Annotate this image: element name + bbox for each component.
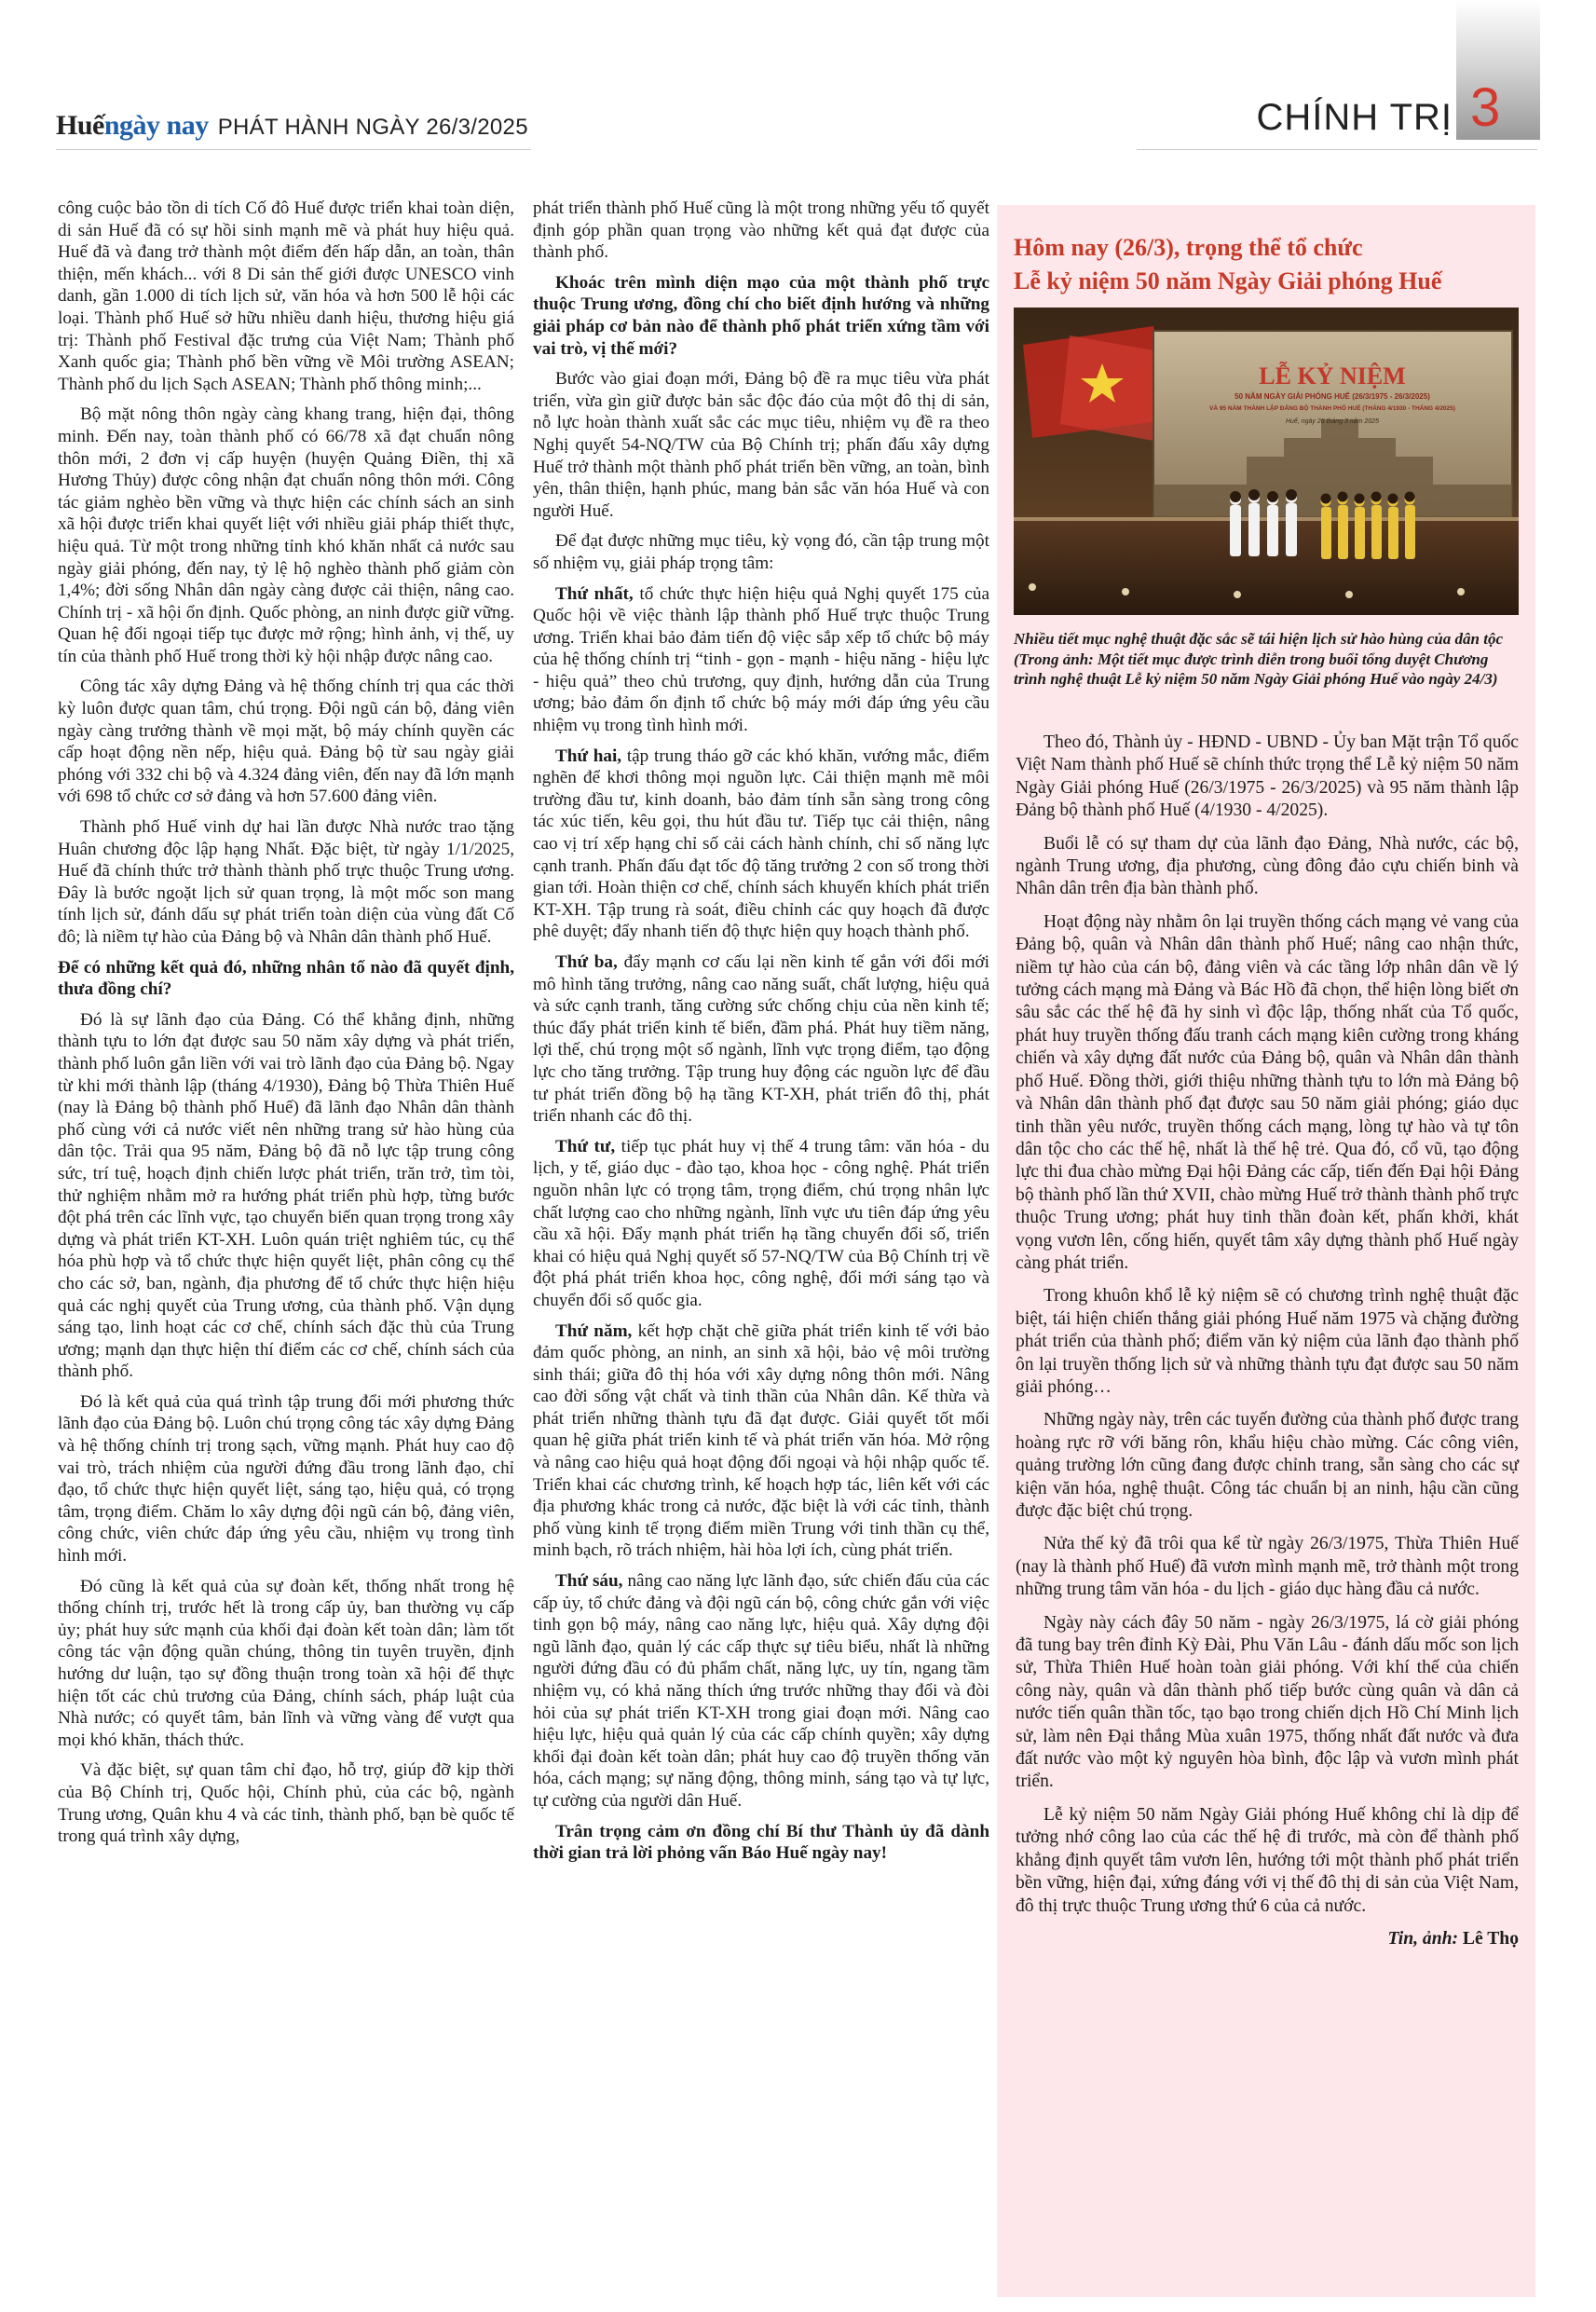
article-column-middle [533, 198, 989, 1873]
paragraph: Lễ kỷ niệm 50 năm Ngày Giải phóng Huế không chỉ là dịp để tưởng nhớ công lao của các thế hệ đi trước, mà còn để thành phố khẳng định quyết tâm vươn lên, hướng tới một thành phố phát triển bền vững, hiện đại, xứng đáng với vị thế đô thị di sản của Việt Nam, đô thị trực thuộc Trung ương thứ 6 của cả nước. [1016, 1804, 1519, 1916]
photo-screen-sub1: 50 NĂM NGÀY GIẢI PHÓNG HUẾ (26/3/1975 - 26/3/2025) [1235, 392, 1430, 401]
page-header [0, 0, 1596, 177]
paragraph: Đó cũng là kết quả của sự đoàn kết, thống nhất trong hệ thống chính trị, trước hết là trong cấp ủy, ban thường vụ cấp ủy; phát huy sức mạnh của khối đại đoàn kết toàn dân; làm tốt công tác vận động quần chúng, thông tin tuyên truyền, định hướng dư luận, tạo sự đồng thuận trong toàn xã hội để thực hiện tốt các chủ trương của Đảng, chính sách, pháp luật của Nhà nước; có quyết tâm, bản lĩnh và vững vàng để vượt qua mọi khó khăn, thách thức. [58, 1576, 514, 1750]
paragraph: Công tác xây dựng Đảng và hệ thống chính trị qua các thời kỳ luôn được quan tâm, chú trọng. Đội ngũ cán bộ, đảng viên ngày càng trưởng thành về mọi mặt, bộ máy chính quyền các cấp hoạt động nền nếp, hiệu quả. Đảng bộ từ sau ngày giải phóng với 332 chi bộ và 4.324 đảng viên, đến nay đã lớn mạnh với 698 tổ chức cơ sở đảng và hơn 57.600 đảng viên. [58, 677, 514, 807]
paragraph: Đó là kết quả của quá trình tập trung đổi mới phương thức lãnh đạo của Đảng bộ. Luôn chú trọng công tác xây dựng Đảng và hệ thống chính trị trong sạch, vững mạnh. Phát huy cao độ vai trò, trách nhiệm của người đứng đầu trong lãnh đạo, chỉ đạo, tổ chức thực hiện quyết liệt, sáng tạo, hiệu quả, có trọng tâm, trọng điểm. Chăm lo xây dựng đội ngũ cán bộ, đảng viên, công chức, viên chức đáp ứng yêu cầu, nhiệm vụ trong tình hình mới. [58, 1391, 514, 1566]
paragraph-task-6 [533, 1570, 989, 1813]
newspaper-logo-hue: Huế [56, 110, 104, 141]
task-text: tiếp tục phát huy vị thế 4 trung tâm: văn hóa - du lịch, y tế, giáo dục - đào tạo, khoa học - công nghệ. Phát triển nguồn nhân lực có trọng tâm, trọng điểm, chú trọng nhân lực chất lượng cao cho những ngành, lĩnh vực ưu tiên đáp ứng yêu cầu xã hội. Đẩy mạnh phát triển hạ tầng chuyển đổi số, triển khai có hiệu quả Nghị quyết số 57-NQ/TW của Bộ Chính trị về đột phá phát triển khoa học, công nghệ, đổi mới sáng tạo và chuyển đổi số quốc gia. [533, 1136, 990, 1310]
paragraph: công cuộc bảo tồn di tích Cố đô Huế được triển khai toàn diện, di sản Huế đã có sự hồi sinh mạnh mẽ và phát huy hiệu quả. Huế đã và đang trở thành một điểm đến hấp dẫn, an toàn, thân thiện, mến khách... với 8 Di sản thế giới được UNESCO vinh danh, gần 1.000 di tích lịch sử, văn hóa và hơn 500 lễ hội các loại. Thành phố Huế sở hữu nhiều danh hiệu, thương hiệu giá trị: Thành phố Festival đặc trưng của Việt Nam; Thành phố Xanh quốc gia; Thành phố bền vững về Môi trường ASEAN; Thành phố du lịch Sạch ASEAN; Thành phố thông minh;... [58, 198, 514, 394]
paragraph-task-3 [533, 951, 989, 1128]
task-text: nâng cao năng lực lãnh đạo, sức chiến đấu của các cấp ủy, tổ chức đảng và đội ngũ cán bộ, công chức gắn với việc tinh gọn bộ máy, nâng cao năng lực, hiệu quả. Xây dựng đội ngũ lãnh đạo, quản lý các cấp thực sự tiêu biểu, nhất là những người đứng đầu có đủ phẩm chất, năng lực, uy tín, ngang tầm nhiệm vụ, có khả năng thích ứng trước những thay đổi và đòi hỏi của sự phát triển KT-XH trong giai đoạn mới. Nâng cao hiệu lực, hiệu quả quản lý của các cấp chính quyền; xây dựng khối đại đoàn kết toàn dân; phát huy cao độ truyền thống văn hóa, cách mạng; sự năng động, thông minh, sáng tạo và tự lực, tự cường của người dân Huế. [533, 1571, 989, 1811]
interview-question: Khoác trên mình diện mạo của một thành phố trực thuộc Trung ương, đồng chí cho biết định hướng và những giải pháp cơ bản nào để thành phố phát triển xứng tầm với vai trò, vị thế mới? [533, 272, 989, 359]
masthead [56, 110, 528, 142]
sidebar-headline [1014, 231, 1526, 298]
task-lead: Thứ sáu, [555, 1571, 623, 1592]
paragraph: Theo đó, Thành ủy - HĐND - UBND - Ủy ban Mặt trận Tổ quốc Việt Nam thành phố Huế sẽ chính thức trọng thể Lễ kỷ niệm 50 năm Ngày Giải phóng Huế (26/3/1975 - 26/3/2025) và 95 năm thành lập Đảng bộ thành phố Huế (4/1930 - 4/2025). [1016, 732, 1519, 821]
paragraph: Bước vào giai đoạn mới, Đảng bộ đề ra mục tiêu vừa phát triển, vừa gìn giữ được bản sắc độc đáo của một đô thị di sản, nỗ lực hoàn thành xuất sắc các mục tiêu, nhiệm vụ đề ra theo Nghị quyết 54-NQ/TW của Bộ Chính trị; phấn đấu xây dựng Huế trở thành một thành phố phát triển bền vững, an toàn, bình yên, thân thiện, hạnh phúc, mang bản sắc văn hóa Huế và con người Huế. [533, 369, 989, 521]
task-text: tổ chức thực hiện hiệu quả Nghị quyết 175 của Quốc hội về việc thành lập thành phố Huế trực thuộc Trung ương. Triển khai bảo đảm tiến độ việc sắp xếp tổ chức bộ máy của hệ thống chính trị “tinh - gọn - mạnh - hiệu năng - hiệu lực - hiệu quả” theo chủ trương, quy định, hướng dẫn của Trung ương; bảo đảm ổn định tổ chức bộ máy mới đáp ứng yêu cầu nhiệm vụ trong tình hình mới. [533, 583, 989, 736]
paragraph: Hoạt động này nhằm ôn lại truyền thống cách mạng vẻ vang của Đảng bộ, quân và Nhân dân thành phố Huế; nâng cao nhận thức, niềm tự hào của cán bộ, đảng viên và các tầng lớp nhân dân về lý tưởng cách mạng mà Đảng và Bác Hồ đã chọn, thể hiện lòng biết ơn sâu sắc các thế hệ đã hy sinh vì độc lập, thống nhất của Tổ quốc, phát huy truyền thống đấu tranh cách mạng kiên cường trong kháng chiến và xây dựng đất nước của Đảng bộ, quân và Nhân dân thành phố Huế. Đồng thời, giới thiệu những thành tựu to lớn mà Đảng bộ và Nhân dân thành phố đạt được sau 50 năm giải phóng; giáo dục tinh thần yêu nước, truyền thống cách mạng, lòng tự hào và tự tôn dân tộc cho các thế hệ, nhất là thế hệ trẻ. Qua đó, cổ vũ, tạo động lực thi đua chào mừng Đại hội Đảng các cấp, tiến đến Đại hội Đảng bộ thành phố lần thứ XVII, chào mừng Huế trở thành thành phố trực thuộc Trung ương; phát huy tinh thần đoàn kết, phấn khởi, khát vọng vươn lên, cống hiến, quyết tâm xây dựng thành phố Huế ngày càng phát triển. [1016, 911, 1519, 1273]
sidebar-headline-line1: Hôm nay (26/3), trọng thể tổ chức [1014, 234, 1363, 261]
photo-screen-place: Huế, ngày 26 tháng 3 năm 2025 [1285, 418, 1380, 425]
task-text: kết hợp chặt chẽ giữa phát triển kinh tế với bảo đảm quốc phòng, an ninh, an sinh xã hội, bảo vệ môi trường sinh thái; giữa đô thị hóa với xây dựng nông thôn mới. Nâng cao đời sống vật chất và tinh thần của Nhân dân. Kế thừa và phát triển những thành tựu đã đạt được. Giải quyết tốt mối quan hệ giữa phát triển kinh tế và phát triển văn hóa. Mở rộng và nâng cao hiệu quả hoạt động đối ngoại và hội nhập quốc tế. Triển khai các chương trình, kế hoạch hợp tác, liên kết với các địa phương khác trong cả nước, đặc biệt là với các tỉnh, thành phố vùng kinh tế trọng điểm miền Trung với tinh thần cụ thể, minh bạch, rõ trách nhiệm, hài hòa lợi ích, cùng phát triển. [533, 1320, 989, 1561]
paragraph: Bộ mặt nông thôn ngày càng khang trang, hiện đại, thông minh. Đến nay, toàn thành phố có 66/78 xã đạt chuẩn nông thôn mới, 2 đơn vị cấp huyện (huyện Quảng Điền, thị xã Hương Thủy) được công nhận đạt chuẩn nông thôn mới. Công tác giảm nghèo bền vững và thực hiện các chính sách an sinh xã hội được triển khai quyết liệt với nhiều giải pháp thiết thực, hiệu quả. Từ một trong những tỉnh khó khăn nhất cả nước sau ngày giải phóng, đến nay, tỷ lệ hộ nghèo thành phố giảm còn 1,4%; đời sống Nhân dân ngày càng được cải thiện, nâng cao. Chính trị - xã hội ổn định. Quốc phòng, an ninh được giữ vững. Quan hệ đối ngoại tiếp tục được mở rộng; hình ảnh, vị thế, uy tín của thành phố Huế trong thời kỳ hội nhập được nâng cao. [58, 404, 514, 666]
photo-screen-sub2: VÀ 95 NĂM THÀNH LẬP ĐẢNG BỘ THÀNH PHỐ HUẾ (THÁNG 4/1930 - THÁNG 4/2025) [1209, 405, 1455, 412]
paragraph: Nửa thế kỷ đã trôi qua kể từ ngày 26/3/1975, Thừa Thiên Huế (nay là thành phố Huế) đã vươn mình mạnh mẽ, trở thành một trong những trung tâm văn hóa - du lịch - giáo dục hàng đầu cả nước. [1016, 1534, 1519, 1600]
issue-date: PHÁT HÀNH NGÀY 26/3/2025 [217, 115, 528, 140]
paragraph: Những ngày này, trên các tuyến đường của thành phố được trang hoàng rực rỡ với băng rôn, khẩu hiệu chào mừng. Các công viên, quảng trường lớn cũng đang được chỉnh trang, sẵn sàng cho các sự kiện văn hóa, nghệ thuật. Công tác chuẩn bị an ninh, hậu cần cũng được đặc biệt chú trọng. [1016, 1410, 1519, 1521]
paragraph-task-5 [533, 1320, 989, 1563]
paragraph: Trong khuôn khổ lễ kỷ niệm sẽ có chương trình nghệ thuật đặc biệt, tái hiện chiến thắng giải phóng Huế năm 1975 và chặng đường phát triển của thành phố; điểm văn kỷ niệm của lãnh đạo thành phố ôn lại truyền thống lịch sử và những thành tựu đạt được sau 50 năm giải phóng… [1016, 1286, 1519, 1397]
paragraph: Và đặc biệt, sự quan tâm chỉ đạo, hỗ trợ, giúp đỡ kịp thời của Bộ Chính trị, Quốc hội, Chính phủ, của các bộ, ngành Trung ương, Quân khu 4 và các tỉnh, thành phố, bạn bè quốc tế trong quá trình xây dựng, [58, 1760, 514, 1847]
sidebar-article-body [1016, 732, 1519, 1961]
photo-screen-title: LỄ KỶ NIỆM [1259, 363, 1406, 390]
task-text: tập trung tháo gỡ các khó khăn, vướng mắc, điểm nghẽn để khơi thông mọi nguồn lực. Cải thiện mạnh mẽ môi trường đầu tư, kinh doanh, bảo đảm tính sẵn sàng trong công tác xúc tiến, kêu gọi, thu hút đầu tư. Tiếp tục cải thiện, nâng cao vị trí xếp hạng chỉ số cải cách hành chính, chỉ số năng lực cạnh tranh. Phấn đấu đạt tốc độ tăng trưởng 2 con số trong thời gian tới. Hoàn thiện cơ chế, chính sách khuyến khích phát triển KT-XH. Tập trung rà soát, điều chỉnh các quy hoạch đã được phê duyệt; đẩy nhanh tiến độ thực hiện quy hoạch thành phố. [533, 746, 989, 942]
article-column-left [58, 198, 514, 1856]
paragraph: Thành phố Huế vinh dự hai lần được Nhà nước trao tặng Huân chương độc lập hạng Nhất. Đặc biệt, từ ngày 1/1/2025, Huế đã chính thức trở thành thành phố trực thuộc Trung ương. Đây là bước ngoặt lịch sử quan trọng, là một mốc son mang tính lịch sử, đánh dấu sự phát triển toàn diện của vùng đất Cố đô; là niềm tự hào của Đảng bộ và Nhân dân thành phố Huế. [58, 817, 514, 947]
section-title: CHÍNH TRỊ [1256, 97, 1453, 138]
paragraph: phát triển thành phố Huế cũng là một trong những yếu tố quyết định góp phần quan trọng vào những kết quả đạt được của thành phố. [533, 198, 989, 263]
newspaper-logo-ngaynay: ngày nay [103, 110, 209, 141]
page-number: 3 [1470, 77, 1501, 138]
photo-illustration [1014, 308, 1519, 615]
paragraph: Để đạt được những mục tiêu, kỳ vọng đó, cần tập trung một số nhiệm vụ, giải pháp trọng tâm: [533, 531, 989, 573]
interview-closing: Trân trọng cảm ơn đồng chí Bí thư Thành ủy đã dành thời gian trả lời phỏng vấn Báo Huế ngày nay! [533, 1821, 989, 1864]
paragraph-task-1 [533, 583, 989, 737]
byline-label: Tin, ảnh: [1387, 1928, 1459, 1949]
paragraph: Buổi lễ có sự tham dự của lãnh đạo Đảng, Nhà nước, các bộ, ngành Trung ương, địa phương, cùng đông đảo cựu chiến binh và Nhân dân trên địa bàn thành phố. [1016, 833, 1519, 899]
byline-author: Lê Thọ [1462, 1928, 1519, 1949]
header-rule-left [56, 149, 531, 150]
task-text: đẩy mạnh cơ cấu lại nền kinh tế gắn với đổi mới mô hình tăng trưởng, nâng cao năng suất, chất lượng, hiệu quả và sức cạnh tranh, tăng cường sức chống chịu của nền kinh tế; thúc đẩy phát triển kinh tế biển, đầm phá. Phát huy tiềm năng, lợi thế, chú trọng một số ngành, lĩnh vực trọng điểm, tạo động lực cho tăng trưởng. Tập trung huy động các nguồn lực để đầu tư phát triển đồng bộ hạ tầng KT-XH, phát triển đô thị, phát triển nhanh các đô thị. [533, 952, 989, 1127]
task-lead: Thứ nhất, [555, 583, 634, 604]
paragraph: Đó là sự lãnh đạo của Đảng. Có thể khẳng định, những thành tựu to lớn đạt được sau 50 năm xây dựng và phát triển, thành phố luôn gắn liền với vai trò lãnh đạo của Đảng bộ. Ngay từ khi mới thành lập (tháng 4/1930), Đảng bộ Thừa Thiên Huế (nay là Đảng bộ thành phố Huế) đã lãnh đạo Nhân dân thành phố cùng với cả nước viết nên những trang sử hào hùng của dân tộc. Trải qua 95 năm, Đảng bộ đã nỗ lực tập trung công sức, trí tuệ, hoạch định chiến lược phát triển, trăn trở, tìm tòi, thử nghiệm nhằm mở ra hướng phát triển phù hợp, từng bước đột phá trên các lĩnh vực, tạo chuyển biến quan trọng trong xây dựng và phát triển KT-XH. Luôn quán triệt nghiêm túc, cụ thể hóa phù hợp và tổ chức thực hiện quyết liệt, phân công cụ thể cho các sở, ban, ngành, địa phương để tổ chức thực hiện hiệu quả các nghị quyết của Trung ương, của thành phố. Vận dụng sáng tạo, linh hoạt các cơ chế, chính sách đặc thù của Trung ương; mạnh dạn thực hiện thí điểm các cơ chế, chính sách của thành phố. [58, 1009, 514, 1382]
photo-caption: Nhiều tiết mục nghệ thuật đặc sắc sẽ tái hiện lịch sử hào hùng của dân tộc (Trong ảnh: Một tiết mục được trình diễn trong buổi tổng duyệt Chương trình nghệ thuật Lễ kỷ niệm 50 năm Ngày Giải phóng Huế vào ngày 24/3) [1014, 630, 1503, 688]
task-lead: Thứ tư, [555, 1136, 616, 1156]
task-lead: Thứ hai, [555, 746, 622, 766]
paragraph-task-4 [533, 1136, 989, 1312]
sidebar-headline-line2: Lễ kỷ niệm 50 năm Ngày Giải phóng Huế [1014, 267, 1442, 294]
task-lead: Thứ năm, [555, 1320, 633, 1341]
task-lead: Thứ ba, [555, 952, 618, 972]
stage-performance-photo [1014, 308, 1519, 615]
byline [1016, 1928, 1519, 1950]
paragraph-task-2 [533, 746, 989, 943]
header-rule-right [1137, 149, 1537, 150]
paragraph: Ngày này cách đây 50 năm - ngày 26/3/1975, lá cờ giải phóng đã tung bay trên đỉnh Kỳ Đài, Phu Văn Lâu - đánh dấu mốc son lịch sử, Thừa Thiên Huế hoàn toàn giải phóng. Với khí thế của chiến công này, quân và dân thành phố tiếp bước cùng quân và dân cả nước tiến quân thần tốc, tạo bạo trong chiến dịch Hồ Chí Minh lịch sử, làm nên Đại thắng Mùa xuân 1975, thống nhất đất nước và đưa đất nước vào một kỷ nguyên hòa bình, độc lập và vươn mình phát triển. [1016, 1612, 1519, 1792]
interview-question: Để có những kết quả đó, những nhân tố nào đã quyết định, thưa đồng chí? [58, 957, 514, 1000]
